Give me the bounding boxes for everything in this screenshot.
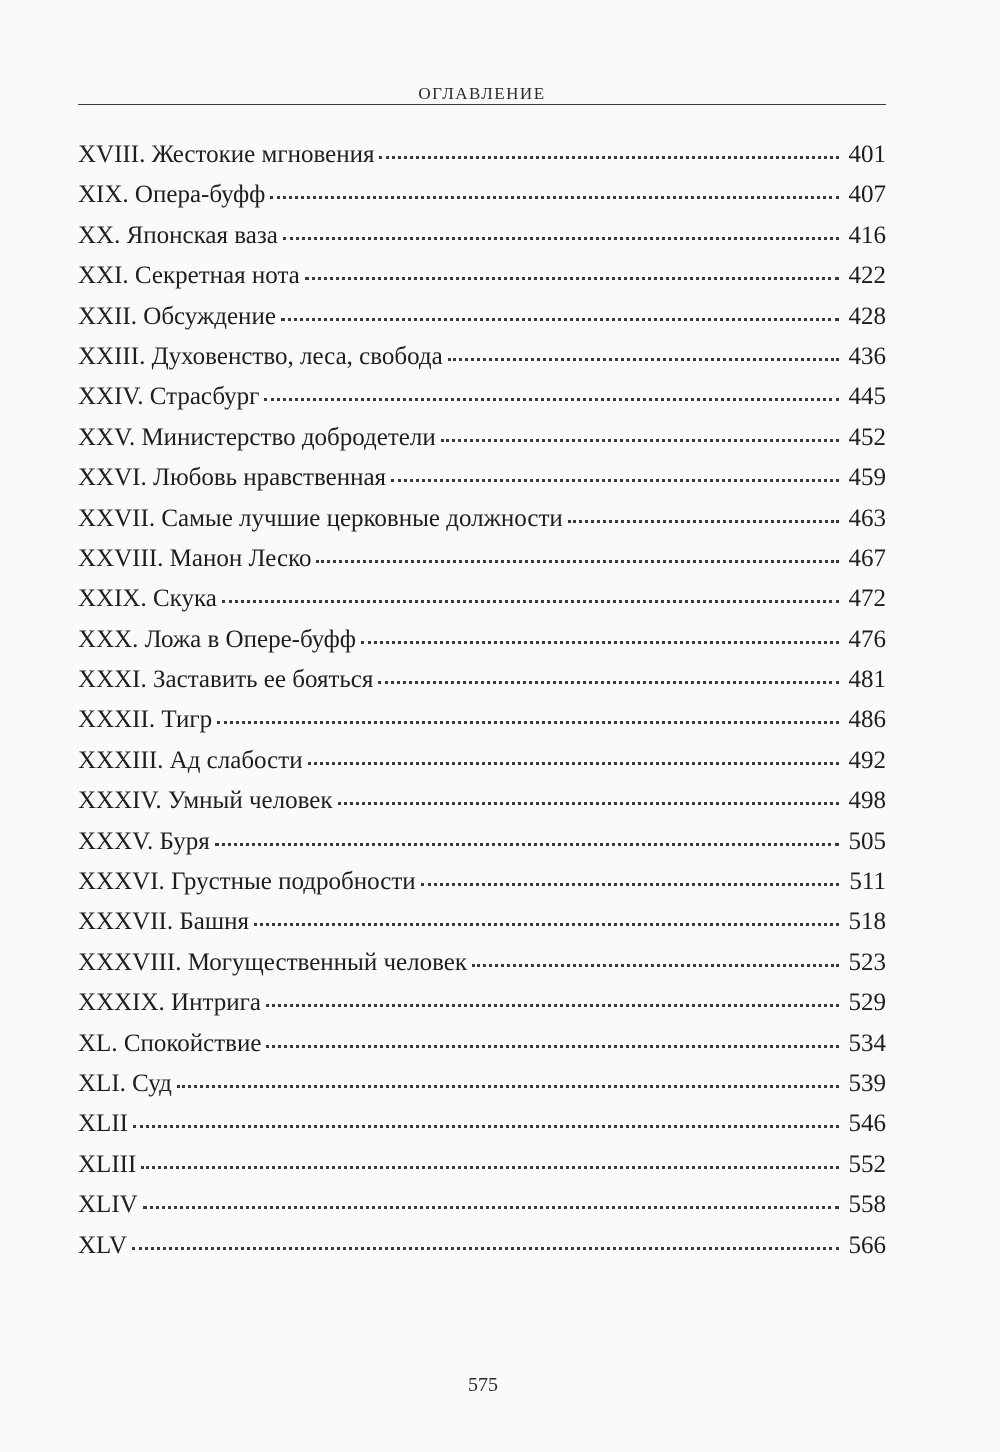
toc-entry[interactable] <box>78 418 886 458</box>
toc-entry[interactable] <box>78 297 886 337</box>
toc-entry-page: 546 <box>848 1110 886 1138</box>
toc-entry[interactable] <box>78 700 886 740</box>
toc-entry[interactable] <box>78 1185 886 1225</box>
toc-entry-page: 416 <box>848 221 886 249</box>
dot-leader <box>308 762 839 765</box>
dot-leader <box>266 1045 838 1048</box>
toc-entry-page: 529 <box>848 989 886 1017</box>
toc-entry-page: 492 <box>848 746 886 774</box>
dot-leader <box>177 1085 839 1088</box>
dot-leader <box>568 520 839 523</box>
toc-entry-title: XXXVI. Грустные подробности <box>78 868 416 896</box>
toc-entry-title: XXII. Обсуждение <box>78 302 276 330</box>
toc-entry[interactable] <box>78 620 886 660</box>
running-head: ОГЛАВЛЕНИЕ <box>418 84 546 103</box>
toc-entry-page: 523 <box>848 948 886 976</box>
dot-leader <box>338 802 839 805</box>
toc-entry[interactable] <box>78 579 886 619</box>
toc-entry-title: XL. Спокойствие <box>78 1029 262 1057</box>
toc-entry-title: XXXII. Тигр <box>78 706 213 734</box>
toc-entry-page: 534 <box>848 1029 886 1057</box>
header-rule <box>78 104 886 105</box>
toc-entry-page: 472 <box>848 585 886 613</box>
toc-entry-page: 498 <box>848 787 886 815</box>
toc-entry-title: XLV <box>78 1231 128 1259</box>
dot-leader <box>305 277 839 280</box>
toc-entry[interactable] <box>78 216 886 256</box>
page-number: 575 <box>468 1374 498 1396</box>
dot-leader <box>254 923 839 926</box>
toc-entry-title: XXXIX. Интрига <box>78 989 261 1017</box>
dot-leader <box>316 560 838 563</box>
toc-entry-title: XXXIII. Ад слабости <box>78 746 303 774</box>
toc-entry-title: XXIV. Страсбург <box>78 383 260 411</box>
toc-entry[interactable] <box>78 781 886 821</box>
toc-entry-page: 452 <box>848 423 886 451</box>
toc-entry[interactable] <box>78 1104 886 1144</box>
toc-entry-page: 505 <box>848 827 886 855</box>
toc-entry-title: XLIV <box>78 1191 138 1219</box>
toc-entry[interactable] <box>78 256 886 296</box>
dot-leader <box>472 964 838 967</box>
toc-entry[interactable] <box>78 1226 886 1266</box>
toc-entry[interactable] <box>78 741 886 781</box>
toc-entry-title: XXVIII. Манон Леско <box>78 544 312 572</box>
dot-leader <box>141 1166 838 1169</box>
dot-leader <box>421 883 840 886</box>
toc-entry-title: XXXV. Буря <box>78 827 210 855</box>
toc-entry-title: XXVI. Любовь нравственная <box>78 464 387 492</box>
dot-leader <box>448 358 839 361</box>
dot-leader <box>378 681 838 684</box>
toc-entry-title: XXV. Министерство добродетели <box>78 423 436 451</box>
toc-entry-page: 481 <box>848 666 886 694</box>
toc-entry[interactable] <box>78 539 886 579</box>
dot-leader <box>222 600 839 603</box>
toc-entry[interactable] <box>78 135 886 175</box>
table-of-contents <box>78 135 886 1266</box>
dot-leader <box>441 439 839 442</box>
toc-entry-title: XXIX. Скука <box>78 585 217 613</box>
toc-entry-title: XXI. Секретная нота <box>78 262 300 290</box>
toc-entry-page: 445 <box>848 383 886 411</box>
toc-entry-title: XXIII. Духовенство, леса, свобода <box>78 342 443 370</box>
toc-entry[interactable] <box>78 822 886 862</box>
toc-entry-title: XIX. Опера-буфф <box>78 181 266 209</box>
dot-leader <box>217 721 838 724</box>
toc-entry[interactable] <box>78 175 886 215</box>
toc-entry-page: 552 <box>848 1150 886 1178</box>
toc-entry[interactable] <box>78 1064 886 1104</box>
dot-leader <box>379 156 838 159</box>
dot-leader <box>215 843 839 846</box>
toc-entry-page: 467 <box>848 544 886 572</box>
toc-entry[interactable] <box>78 943 886 983</box>
toc-entry-page: 463 <box>848 504 886 532</box>
toc-entry[interactable] <box>78 499 886 539</box>
toc-entry-title: XLIII <box>78 1150 137 1178</box>
dot-leader <box>132 1247 838 1250</box>
dot-leader <box>391 479 838 482</box>
dot-leader <box>281 318 839 321</box>
dot-leader <box>264 398 838 401</box>
toc-entry-title: XXXI. Заставить ее бояться <box>78 666 374 694</box>
toc-entry-page: 511 <box>849 868 886 896</box>
dot-leader <box>270 196 838 199</box>
toc-entry-page: 558 <box>848 1191 886 1219</box>
toc-entry-title: XX. Японская ваза <box>78 221 278 249</box>
toc-entry-page: 401 <box>848 141 886 168</box>
toc-entry[interactable] <box>78 862 886 902</box>
toc-entry-page: 518 <box>848 908 886 936</box>
toc-entry-title: XLI. Суд <box>78 1069 172 1097</box>
toc-entry-page: 486 <box>848 706 886 734</box>
dot-leader <box>133 1125 839 1128</box>
toc-entry-page: 407 <box>848 181 886 209</box>
toc-entry-page: 476 <box>848 625 886 653</box>
toc-entry-title: XXX. Ложа в Опере-буфф <box>78 625 356 653</box>
toc-entry-page: 566 <box>848 1231 886 1259</box>
toc-entry[interactable] <box>78 377 886 417</box>
toc-entry[interactable] <box>78 1145 886 1185</box>
toc-entry-page: 459 <box>848 464 886 492</box>
dot-leader <box>283 237 839 240</box>
dot-leader <box>266 1004 839 1007</box>
toc-entry-title: XVIII. Жестокие мгновения <box>78 141 375 168</box>
toc-entry[interactable] <box>78 902 886 942</box>
toc-entry-title: XXXIV. Умный человек <box>78 787 333 815</box>
toc-entry[interactable] <box>78 983 886 1023</box>
toc-entry[interactable] <box>78 1024 886 1064</box>
toc-entry-page: 539 <box>848 1069 886 1097</box>
dot-leader <box>361 641 839 644</box>
toc-entry[interactable] <box>78 337 886 377</box>
toc-entry-title: XXXVIII. Могущественный человек <box>78 948 468 976</box>
toc-entry-title: XXVII. Самые лучшие церковные должности <box>78 504 563 532</box>
toc-entry[interactable] <box>78 458 886 498</box>
toc-entry[interactable] <box>78 660 886 700</box>
toc-entry-title: XLII <box>78 1110 128 1138</box>
dot-leader <box>143 1206 839 1209</box>
toc-entry-title: XXXVII. Башня <box>78 908 249 936</box>
toc-entry-page: 428 <box>848 302 886 330</box>
toc-entry-page: 422 <box>848 262 886 290</box>
toc-entry-page: 436 <box>848 342 886 370</box>
